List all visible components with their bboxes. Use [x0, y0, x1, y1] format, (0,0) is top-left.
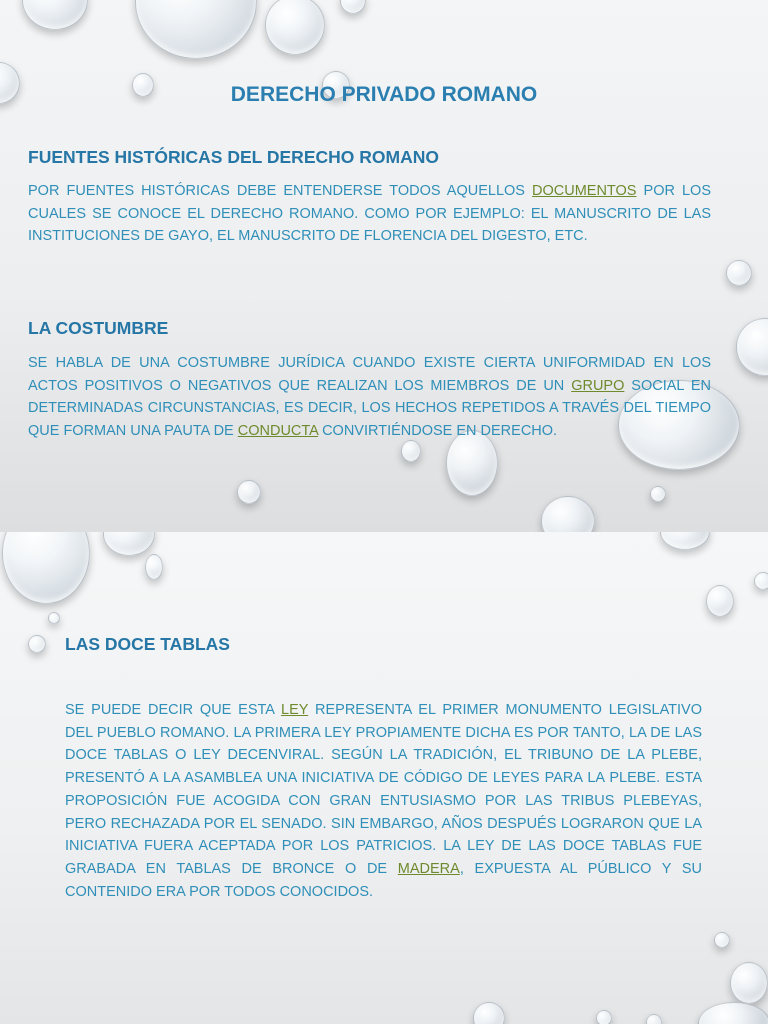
link-grupo[interactable]: GRUPO [571, 377, 625, 394]
page-title: DERECHO PRIVADO ROMANO [230, 83, 538, 106]
water-drop-decoration [754, 572, 768, 590]
water-drop-decoration [22, 0, 88, 30]
link-ley[interactable]: LEY [281, 702, 309, 718]
water-drop-decoration [340, 0, 366, 14]
paragraph-text: POR FUENTES HISTÓRICAS DEBE ENTENDERSE TODOS AQUELLOS [28, 183, 533, 199]
water-drop-decoration [265, 0, 325, 55]
water-drop-decoration [48, 612, 60, 624]
water-drop-decoration [237, 480, 261, 504]
paragraph-text: SOCIAL EN DETERMINADAS CIRCUNSTANCIAS, ES DECIR, LOS HECHOS REPETIDOS A TRAVÉS DEL TIEMPO QUE FORMAN UNA PAUTA DE [28, 377, 711, 440]
link-madera[interactable]: MADERA [397, 860, 460, 877]
paragraph-text: POR LOS CUALES SE CONOCE EL DERECHO ROMANO. COMO POR EJEMPLO: EL MANUSCRITO DE LAS INSTITUCIONES DE GAYO, EL MANUSCRITO DE FLORENCIA DEL DIGESTO, ETC. [28, 183, 712, 245]
section-heading-la-costumbre: LA COSTUMBRE [28, 318, 169, 338]
water-drop-decoration [736, 318, 768, 376]
water-drop-decoration [646, 1014, 662, 1024]
section-heading-las-doce-tablas: LAS DOCE TABLAS [65, 634, 230, 654]
section-heading-fuentes-historicas: FUENTES HISTÓRICAS DEL DERECHO ROMANO [28, 147, 439, 167]
water-drop-decoration [473, 1002, 505, 1024]
water-drop-decoration [730, 962, 768, 1004]
water-drop-decoration [103, 532, 155, 556]
paragraph-text: REPRESENTA EL PRIMER MONUMENTO LEGISLATIVO DEL PUEBLO ROMANO. LA PRIMERA LEY PROPIAMENTE DICHA ES POR TANTO, LA DE LAS DOCE TABLAS O LEY DECENVIRAL. SEGÚN LA TRADICIÓN, EL TRIBUNO DE LA PLEBE, PRESENTÓ A LA ASAMBLEA UNA INICIATIVA DE CÓDIGO DE LEYES PARA LA PLEBE. ESTA PROPOSICIÓN FUE ACOGIDA CON GRAN ENTUSIASMO POR LAS TRIBUS PLEBEYAS, PERO RECHAZADA POR EL SENADO. SIN EMBARGO, AÑOS DESPUÉS LOGRARON QUE LA INICIATIVA FUERA ACEPTADA POR LOS PATRICIOS. LA LEY DE LAS DOCE TABLAS FUE GRABADA EN TABLAS DE BRONCE O DE [65, 702, 702, 877]
water-drop-decoration [726, 260, 752, 286]
paragraph-text: , EXPUESTA AL PÚBLICO Y SU CONTENIDO ERA POR TODOS CONOCIDOS. [65, 860, 703, 900]
paragraph-text: CONVIRTIÉNDOSE EN DERECHO. [318, 423, 558, 440]
water-drop-decoration [596, 1010, 612, 1024]
water-drop-decoration [135, 0, 257, 59]
water-drop-decoration [2, 532, 90, 604]
water-drop-decoration [650, 486, 666, 502]
water-drop-decoration [714, 932, 730, 948]
paragraph-fuentes-historicas [28, 180, 711, 248]
water-drop-decoration [28, 635, 46, 653]
paragraph-las-doce-tablas [65, 699, 702, 903]
water-drop-decoration [698, 1002, 768, 1024]
paragraph-text: SE HABLA DE UNA COSTUMBRE JURÍDICA CUANDO EXISTE CIERTA UNIFORMIDAD EN LOS ACTOS POSITIVOS O NEGATIVOS QUE REALIZAN LOS MIEMBROS DE UN [28, 355, 711, 394]
water-drop-decoration [145, 554, 163, 580]
paragraph-text: SE PUEDE DECIR QUE ESTA [65, 702, 282, 718]
water-drop-decoration [660, 532, 710, 550]
paragraph-la-costumbre [28, 352, 711, 443]
link-conducta[interactable]: CONDUCTA [237, 423, 319, 440]
slide-las-doce-tablas [0, 532, 768, 1024]
link-documentos[interactable]: DOCUMENTOS [532, 183, 637, 199]
water-drop-decoration [706, 585, 734, 617]
water-drop-decoration [401, 440, 421, 462]
water-drop-decoration [541, 496, 595, 532]
